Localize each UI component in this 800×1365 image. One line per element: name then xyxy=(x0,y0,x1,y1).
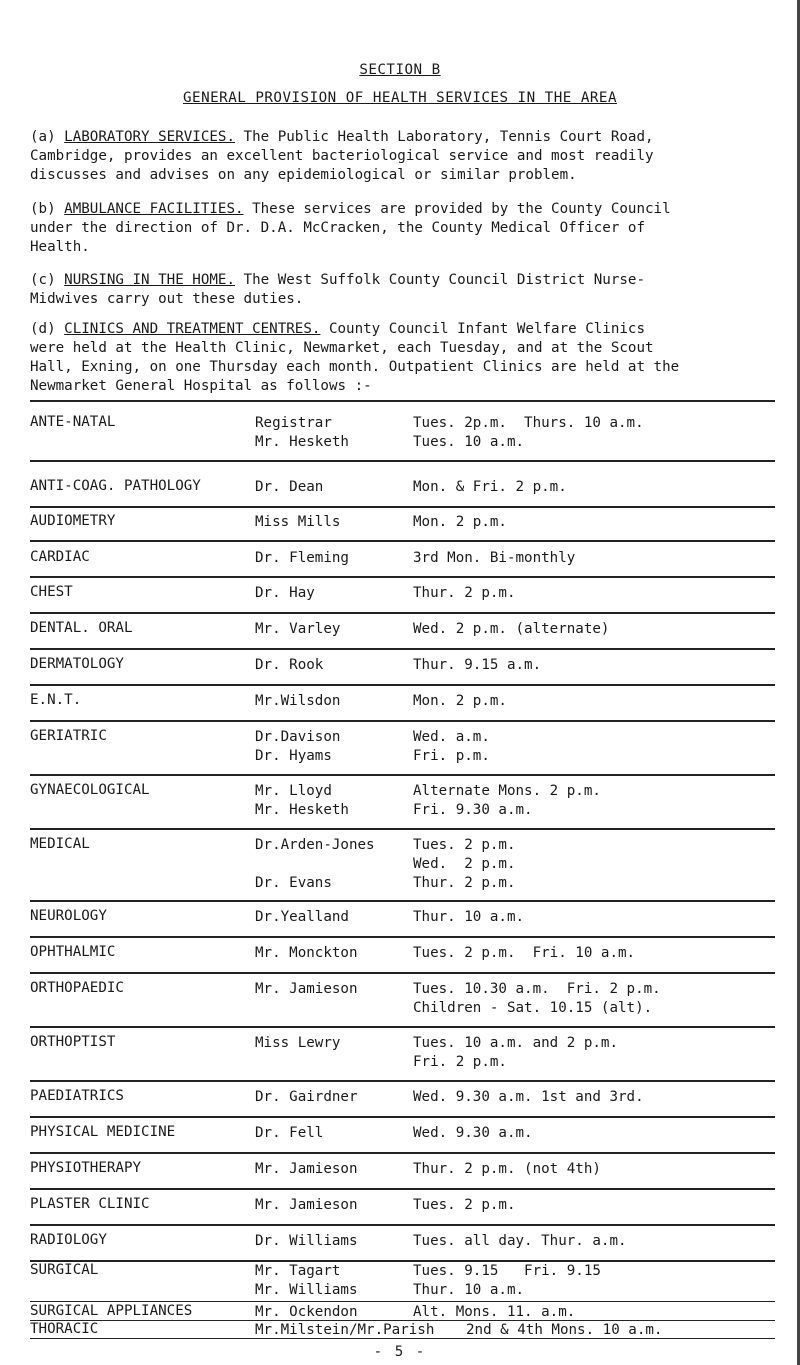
clinic-name: THORACIC xyxy=(30,1321,99,1337)
clinic-times: Thur. 10 a.m. xyxy=(413,909,525,925)
table-rule xyxy=(30,1026,775,1028)
clinic-times: Tues. 2 p.m. Fri. 10 a.m. xyxy=(413,945,636,961)
clinic-name: DENTAL. ORAL xyxy=(30,620,133,636)
clinic-times: Mon. 2 p.m. xyxy=(413,514,507,530)
clinic-name: SURGICAL APPLIANCES xyxy=(30,1303,193,1319)
clinic-times: Wed. 9.30 a.m. xyxy=(413,1125,533,1141)
table-rule xyxy=(30,460,775,462)
clinic-name: PHYSIOTHERAPY xyxy=(30,1160,142,1176)
clinic-times: Wed. 9.30 a.m. 1st and 3rd. xyxy=(413,1089,644,1105)
paragraph-clinics: (d) CLINICS AND TREATMENT CENTRES. County Council Infant Welfare Clinics were held at the Health Clinic, Newmarket, each Tuesday, and at the Scout Hall, Exning, on one Thursday each month. Outpatient Clinics are held at the Newmarket General Hospital as follows :- xyxy=(30,321,680,394)
clinic-staff: Dr.Arden-Jones Dr. Evans xyxy=(255,837,375,891)
table-rule xyxy=(30,1260,775,1262)
clinic-name: AUDIOMETRY xyxy=(30,513,116,529)
clinic-name: ORTHOPAEDIC xyxy=(30,980,124,996)
clinic-times: Tues. 2p.m. Thurs. 10 a.m. Tues. 10 a.m. xyxy=(413,415,644,450)
clinic-times: Alt. Mons. 11. a.m. xyxy=(413,1304,576,1320)
clinic-name: CARDIAC xyxy=(30,549,90,565)
table-rule xyxy=(30,506,775,508)
table-rule xyxy=(30,576,775,578)
clinic-staff: Dr. Rook xyxy=(255,657,324,673)
clinic-name: SURGICAL xyxy=(30,1262,99,1278)
clinic-staff: Dr.Yealland xyxy=(255,909,349,925)
table-rule xyxy=(30,684,775,686)
table-rule xyxy=(30,612,775,614)
clinic-name: E.N.T. xyxy=(30,692,82,708)
table-rule xyxy=(30,1301,775,1302)
table-rule xyxy=(30,900,775,902)
clinic-name: GYNAECOLOGICAL xyxy=(30,782,150,798)
clinic-name: ORTHOPTIST xyxy=(30,1034,116,1050)
paragraph-label: (a) xyxy=(30,129,56,145)
clinic-times: Tues. 10.30 a.m. Fri. 2 p.m. Children - Sat. 10.15 (alt). xyxy=(413,981,661,1016)
table-rule xyxy=(30,828,775,830)
table-rule xyxy=(30,1080,775,1082)
clinic-staff: Mr. Tagart Mr. Williams xyxy=(255,1263,358,1298)
clinic-staff: Mr. Jamieson xyxy=(255,1197,358,1213)
table-rule xyxy=(30,1224,775,1226)
clinic-name: ANTI-COAG. PATHOLOGY xyxy=(30,478,201,494)
clinic-staff: Dr. Fell xyxy=(255,1125,324,1141)
clinic-times: Tues. 2 p.m. Wed. 2 p.m. Thur. 2 p.m. xyxy=(413,837,516,891)
clinic-name: PLASTER CLINIC xyxy=(30,1196,150,1212)
clinic-staff: Dr. Gairdner xyxy=(255,1089,358,1105)
clinic-staff: Dr. Dean xyxy=(255,479,324,495)
clinic-times: Tues. all day. Thur. a.m. xyxy=(413,1233,627,1249)
clinic-name: OPHTHALMIC xyxy=(30,944,116,960)
paragraph-label: (d) xyxy=(30,321,56,337)
paragraph-nursing: (c) NURSING IN THE HOME. The West Suffolk County Council District Nurse- Midwives carry out these duties. xyxy=(30,272,646,307)
clinic-times: Alternate Mons. 2 p.m. Fri. 9.30 a.m. xyxy=(413,783,601,818)
section-heading: SECTION B xyxy=(359,62,441,78)
paragraph-heading: CLINICS AND TREATMENT CENTRES. xyxy=(64,321,321,337)
table-rule xyxy=(30,1338,775,1339)
clinic-staff: Dr.Davison Dr. Hyams xyxy=(255,729,341,764)
clinic-name: DERMATOLOGY xyxy=(30,656,124,672)
clinic-staff: Dr. Hay xyxy=(255,585,315,601)
clinic-name: ANTE-NATAL xyxy=(30,414,116,430)
clinic-times: 3rd Mon. Bi-monthly xyxy=(413,550,576,566)
clinic-staff: Mr. Jamieson xyxy=(255,981,358,997)
clinic-name: RADIOLOGY xyxy=(30,1232,107,1248)
clinic-times: Thur. 2 p.m. xyxy=(413,585,516,601)
clinic-times: Thur. 2 p.m. (not 4th) xyxy=(413,1161,601,1177)
clinic-staff: Mr. Jamieson xyxy=(255,1161,358,1177)
table-rule xyxy=(30,972,775,974)
clinic-staff: Mr. Lloyd Mr. Hesketh xyxy=(255,783,349,818)
paragraph-heading: NURSING IN THE HOME. xyxy=(64,272,236,288)
table-rule xyxy=(30,774,775,776)
page-number: - 5 - xyxy=(373,1344,427,1360)
paragraph-heading: LABORATORY SERVICES. xyxy=(64,129,236,145)
clinic-times: Tues. 9.15 Fri. 9.15 Thur. 10 a.m. xyxy=(413,1263,601,1298)
page-title: GENERAL PROVISION OF HEALTH SERVICES IN THE AREA xyxy=(183,90,617,106)
clinic-times: Mon. 2 p.m. xyxy=(413,693,507,709)
clinic-staff: Mr. Monckton xyxy=(255,945,358,961)
clinic-staff: Mr.Milstein/Mr.Parish xyxy=(255,1322,435,1338)
table-rule xyxy=(30,400,775,402)
table-rule xyxy=(30,540,775,542)
clinic-times: Wed. 2 p.m. (alternate) xyxy=(413,621,610,637)
clinic-staff: Mr.Wilsdon xyxy=(255,693,341,709)
table-rule xyxy=(30,1152,775,1154)
clinic-name: PHYSICAL MEDICINE xyxy=(30,1124,176,1140)
clinic-name: MEDICAL xyxy=(30,836,90,852)
clinic-staff: Mr. Varley xyxy=(255,621,341,637)
clinic-staff: Dr. Fleming xyxy=(255,550,349,566)
table-rule xyxy=(30,648,775,650)
clinic-staff: Mr. Ockendon xyxy=(255,1304,358,1320)
clinic-times: Thur. 9.15 a.m. xyxy=(413,657,542,673)
table-rule xyxy=(30,1116,775,1118)
clinic-staff: Registrar Mr. Hesketh xyxy=(255,415,349,450)
paragraph-laboratory: (a) LABORATORY SERVICES. The Public Health Laboratory, Tennis Court Road, Cambridge, provides an excellent bacteriological service and most readily discusses and advises on any epidemiological or similar problem. xyxy=(30,129,654,183)
table-rule xyxy=(30,720,775,722)
paragraph-ambulance: (b) AMBULANCE FACILITIES. These services are provided by the County Council under the direction of Dr. D.A. McCracken, the County Medical Officer of Health. xyxy=(30,201,671,255)
table-rule xyxy=(30,1188,775,1190)
paragraph-label: (b) xyxy=(30,201,56,217)
clinic-times: Wed. a.m. Fri. p.m. xyxy=(413,729,490,764)
table-rule xyxy=(30,936,775,938)
paragraph-label: (c) xyxy=(30,272,56,288)
clinic-name: NEUROLOGY xyxy=(30,908,107,924)
clinic-staff: Miss Mills xyxy=(255,514,341,530)
clinic-name: PAEDIATRICS xyxy=(30,1088,124,1104)
clinic-times: Tues. 2 p.m. xyxy=(413,1197,516,1213)
paragraph-heading: AMBULANCE FACILITIES. xyxy=(64,201,244,217)
clinic-staff: Miss Lewry xyxy=(255,1035,341,1051)
clinic-times: Mon. & Fri. 2 p.m. xyxy=(413,479,567,495)
clinic-times: Tues. 10 a.m. and 2 p.m. Fri. 2 p.m. xyxy=(413,1035,618,1070)
clinic-name: CHEST xyxy=(30,584,73,600)
clinic-times: 2nd & 4th Mons. 10 a.m. xyxy=(466,1322,663,1338)
clinic-name: GERIATRIC xyxy=(30,728,107,744)
clinic-staff: Dr. Williams xyxy=(255,1233,358,1249)
